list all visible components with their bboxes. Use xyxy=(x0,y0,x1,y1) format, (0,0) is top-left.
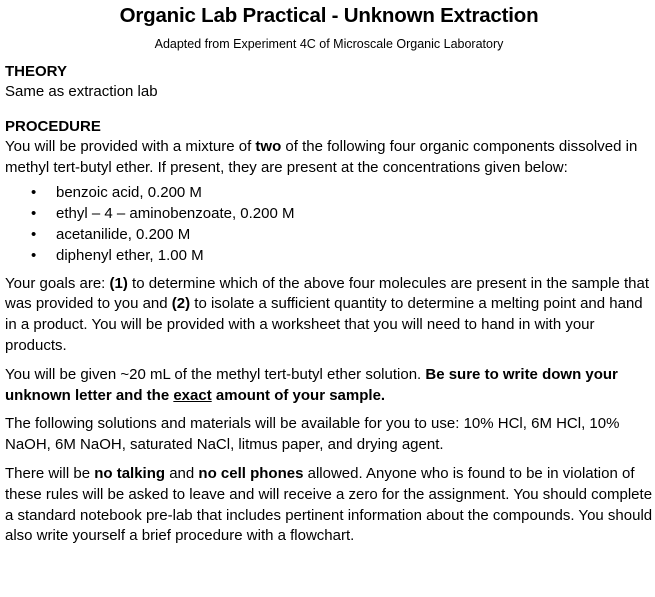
list-item xyxy=(5,225,653,246)
document-page xyxy=(5,0,653,547)
sample-bold-exact: exact xyxy=(173,386,212,404)
goals-text-1: Your goals are: xyxy=(5,274,110,292)
component-label: diphenyl ether, 1.00 M xyxy=(56,246,204,264)
rules-text-2: and xyxy=(165,464,199,482)
procedure-intro xyxy=(5,137,653,179)
rules-text-3: allowed. Anyone who is found to be in violation of these rules will be asked to leave and will receive a zero for the assignment. You should complete a standard notebook pre-lab that includes pertinent information about the compounds. You should also write yourself a brief procedure with a flowchart. xyxy=(5,464,653,545)
theory-text: Same as extraction lab xyxy=(5,83,158,100)
goals-paragraph xyxy=(5,274,653,357)
goals-bold-1: (1) xyxy=(109,274,128,292)
bullet-icon: • xyxy=(31,205,37,223)
theory-heading: THEORY xyxy=(5,63,67,80)
goals-bold-2: (2) xyxy=(171,295,191,313)
sample-bold-1: Be sure to write down your unknown letter and the xyxy=(5,365,618,404)
component-label: benzoic acid, 0.200 M xyxy=(56,184,202,202)
intro-bold-two: two xyxy=(255,137,282,155)
sample-bold-2: amount of your sample. xyxy=(211,386,386,404)
component-list xyxy=(5,183,653,266)
materials-paragraph: The following solutions and materials will be available for you to use: 10% HCl, 6M HCl, 10% NaOH, 6M NaOH, saturated NaCl, litmus paper, and drying agent. xyxy=(5,415,620,454)
sample-text-1: You will be given ~20 mL of the methyl tert-butyl ether solution. xyxy=(5,365,426,383)
component-label: ethyl – 4 – aminobenzoate, 0.200 M xyxy=(56,205,295,223)
procedure-heading: PROCEDURE xyxy=(5,117,101,135)
intro-text-2: of the following four organic components dissolved in methyl tert-butyl ether. If present, they are present at the concentrations given below: xyxy=(5,137,638,176)
bullet-icon: • xyxy=(31,184,37,202)
rules-bold-1: no talking xyxy=(94,464,166,482)
bullet-icon: • xyxy=(31,246,37,264)
page-title: Organic Lab Practical - Unknown Extraction xyxy=(119,4,539,27)
rules-bold-2: no cell phones xyxy=(198,464,304,482)
sample-paragraph xyxy=(5,365,653,407)
list-item xyxy=(5,183,653,204)
rules-paragraph xyxy=(5,464,653,547)
page-subtitle: Adapted from Experiment 4C of Microscale Organic Laboratory xyxy=(154,37,504,51)
intro-text-1: You will be provided with a mixture of xyxy=(5,137,256,155)
goals-text-3: to isolate a sufficient quantity to determine a melting point and hand in a product. You will be provided with a worksheet that you will need to hand in with your products. xyxy=(5,295,643,354)
rules-text-1: There will be xyxy=(5,464,95,482)
goals-text-2: to determine which of the above four molecules are present in the sample that was provided to you and xyxy=(5,274,650,313)
list-item xyxy=(5,204,653,225)
component-label: acetanilide, 0.200 M xyxy=(56,225,191,243)
list-item xyxy=(5,246,653,267)
bullet-icon: • xyxy=(31,225,37,243)
